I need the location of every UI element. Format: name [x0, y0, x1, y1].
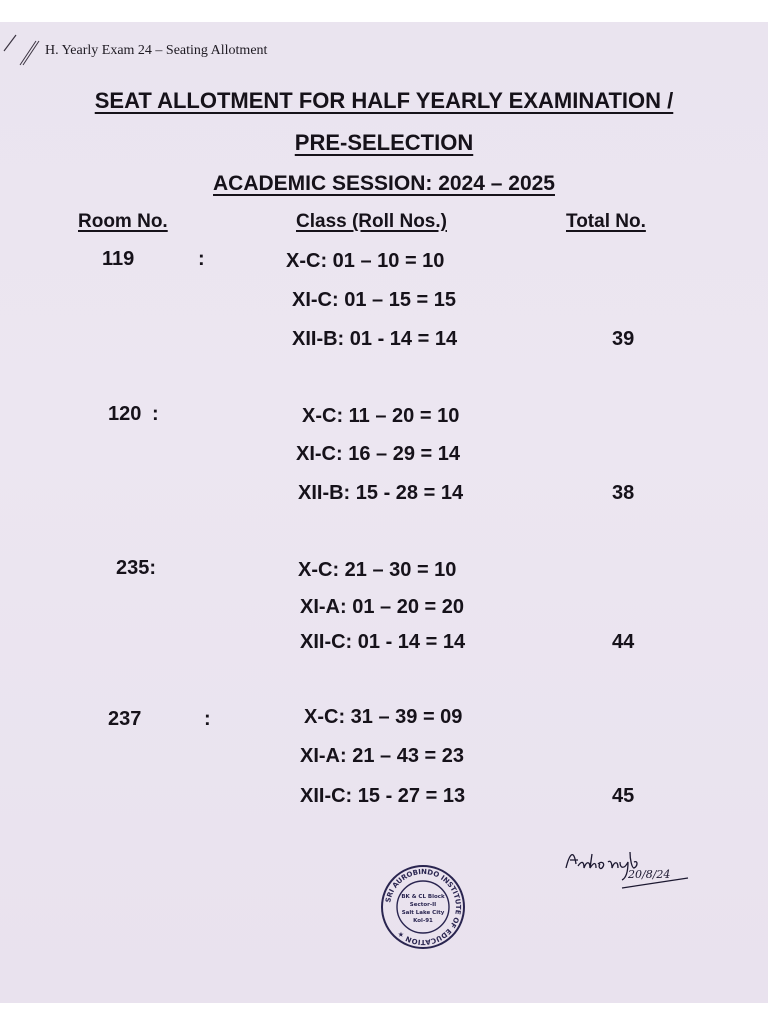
room-number-235: 235: — [116, 557, 157, 579]
handwritten-signature — [560, 842, 700, 892]
page-title-line-2: PRE-SELECTION — [294, 130, 474, 155]
class-entry: X-C: 21 – 30 = 10 — [298, 559, 457, 581]
institute-seal-stamp — [380, 864, 466, 950]
room-number-120: 120 — [108, 403, 142, 425]
svg-text:Salt Lake City: Salt Lake City — [401, 910, 445, 916]
svg-text:BK & CL Block: BK & CL Block — [401, 894, 445, 900]
room-colon: : — [152, 403, 159, 425]
room-number-237: 237 — [108, 708, 142, 730]
class-entry: XII-C: 01 - 14 = 14 — [300, 631, 466, 653]
class-entry: X-C: 01 – 10 = 10 — [286, 250, 445, 272]
room-colon: : — [204, 708, 211, 730]
class-entry: XI-A: 21 – 43 = 23 — [300, 745, 464, 767]
signature-date: 20/8/24 — [628, 868, 671, 881]
class-entry: XI-A: 01 – 20 = 20 — [300, 596, 464, 618]
room-total: 38 — [612, 482, 635, 504]
column-header-class: Class (Roll Nos.) — [296, 211, 447, 232]
document-page — [0, 22, 768, 1003]
svg-text:SRI AUROBINDO INSTITUTE OF EDU: SRI AUROBINDO INSTITUTE OF EDUCATION ★ — [384, 867, 463, 947]
class-entry: XII-C: 15 - 27 = 13 — [300, 785, 466, 807]
room-total: 45 — [612, 785, 635, 807]
academic-session-title: ACADEMIC SESSION: 2024 – 2025 — [213, 172, 555, 195]
class-entry: XII-B: 15 - 28 = 14 — [298, 482, 464, 504]
room-total: 44 — [612, 631, 635, 653]
class-entry: X-C: 11 – 20 = 10 — [302, 405, 460, 427]
class-entry: XI-C: 01 – 15 = 15 — [292, 289, 456, 311]
column-header-total: Total No. — [566, 211, 646, 232]
class-entry: X-C: 31 – 39 = 09 — [304, 706, 463, 728]
room-number-119: 119 — [102, 248, 135, 270]
pen-stroke-mark — [2, 27, 42, 67]
class-entry: XII-B: 01 - 14 = 14 — [292, 328, 458, 350]
page-title-line-1: SEAT ALLOTMENT FOR HALF YEARLY EXAMINATION / — [94, 88, 674, 113]
column-header-room: Room No. — [78, 211, 168, 232]
svg-text:Sector-II: Sector-II — [409, 902, 437, 908]
room-total: 39 — [612, 328, 635, 350]
room-colon: : — [198, 248, 205, 270]
svg-text:Kol-91: Kol-91 — [413, 918, 433, 924]
handwritten-header-note: H. Yearly Exam 24 – Seating Allotment — [45, 43, 268, 58]
class-entry: XI-C: 16 – 29 = 14 — [296, 443, 460, 465]
